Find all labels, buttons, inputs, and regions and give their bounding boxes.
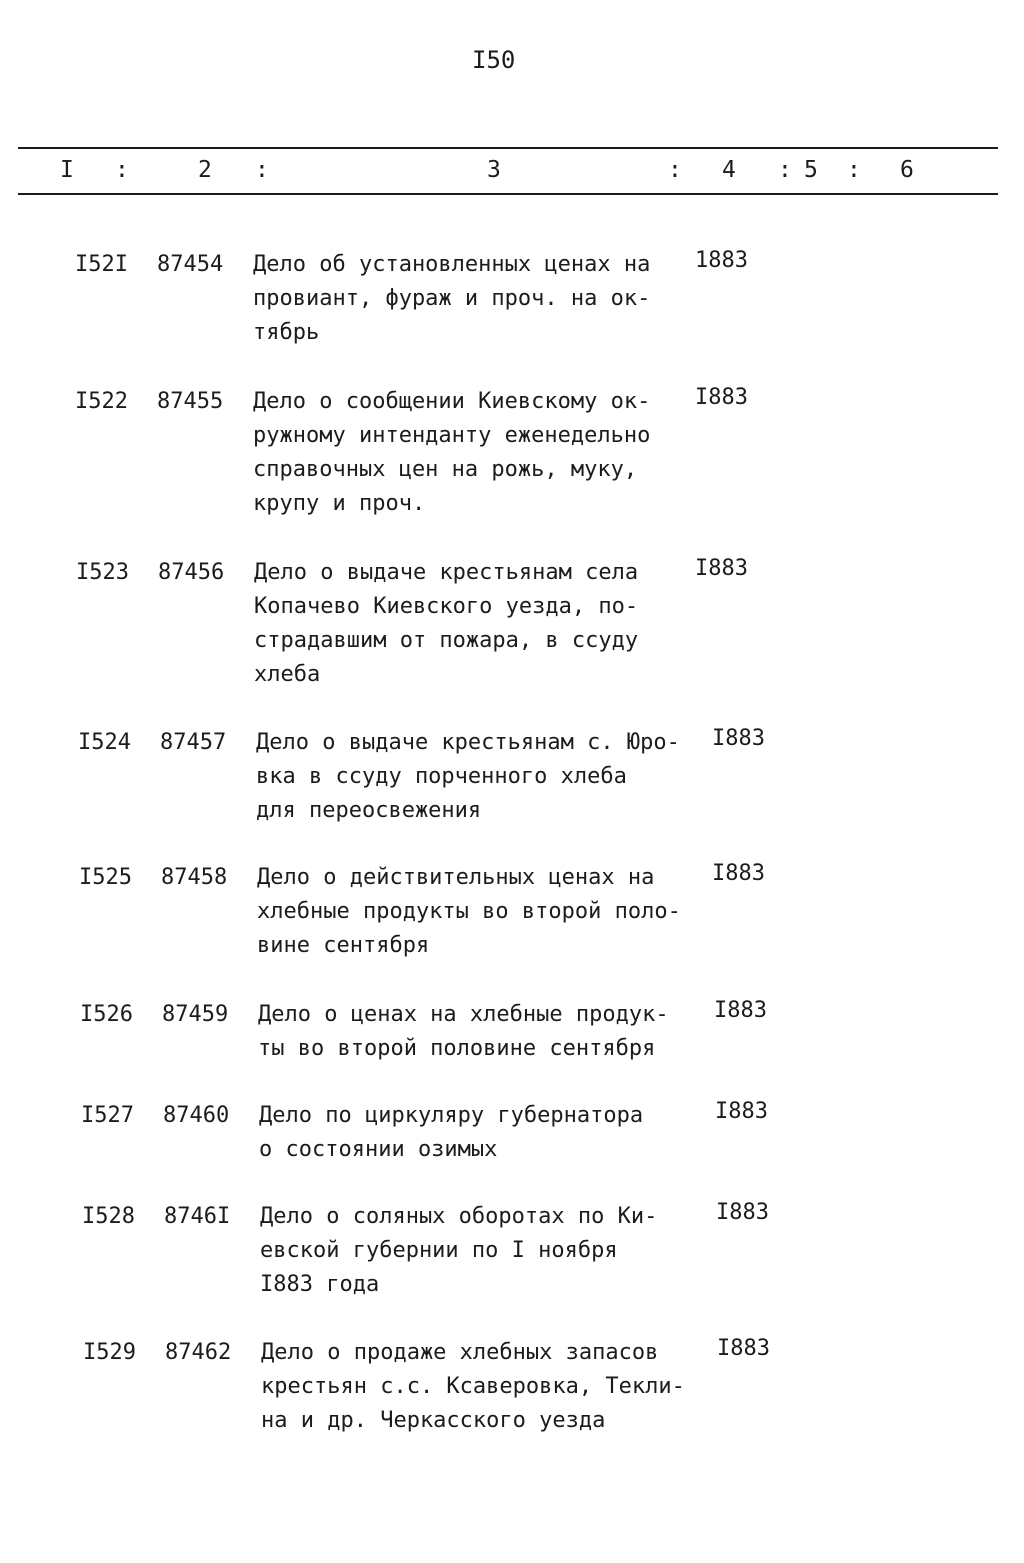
entry-year: I883 — [714, 998, 767, 1023]
entry-description: Дело по циркуляру губернатора о состоянии озимых — [259, 1103, 644, 1162]
page-number: I50 — [472, 46, 516, 74]
entry-code: 87456 — [158, 560, 225, 585]
entry-code: 87454 — [157, 252, 224, 277]
entry-number: I526 — [80, 1002, 133, 1027]
column-separator: : — [115, 157, 129, 183]
entry-year: I883 — [715, 1099, 768, 1124]
entry-number: I527 — [81, 1103, 134, 1128]
entry-description: Дело о сообщении Киевскому ок- ружному интенданту еженедельно справочных цен на рожь, муку, крупу и проч. — [253, 389, 651, 516]
column-header-4: 4 — [722, 157, 736, 183]
entry-year: I883 — [717, 1336, 770, 1361]
column-header-5: 5 — [804, 157, 818, 183]
entry-year: 1883 — [695, 248, 748, 273]
entry-description: Дело о выдаче крестьянам с. Юро- вка в ссуду порченного хлеба для переосвежения — [256, 730, 680, 823]
entry-code: 87462 — [165, 1340, 232, 1365]
entry-code: 87460 — [163, 1103, 230, 1128]
column-separator: : — [847, 157, 861, 183]
entry-code: 87459 — [162, 1002, 229, 1027]
column-header-1: I — [60, 157, 74, 183]
column-separator: : — [778, 157, 792, 183]
entry-description: Дело о выдаче крестьянам села Копачево Киевского уезда, по- страдавшим от пожара, в ссуду хлеба — [254, 560, 639, 687]
entry-year: I883 — [712, 861, 765, 886]
column-header-2: 2 — [198, 157, 212, 183]
column-separator: : — [255, 157, 269, 183]
entry-year: I883 — [716, 1200, 769, 1225]
entry-description: Дело о соляных оборотах по Ки- евской губернии по I ноября I883 года — [260, 1204, 658, 1297]
entry-number: I525 — [79, 865, 132, 890]
column-separator: : — [668, 157, 682, 183]
entry-code: 87458 — [161, 865, 228, 890]
entry-description: Дело о продаже хлебных запасов крестьян с.с. Ксаверовка, Текли- на и др. Черкасского уезда — [261, 1340, 685, 1433]
entry-code: 8746I — [164, 1204, 231, 1229]
entry-number: I529 — [83, 1340, 136, 1365]
entry-year: I883 — [695, 556, 748, 581]
entry-number: I522 — [75, 389, 128, 414]
header-top-rule — [18, 147, 998, 149]
column-header-6: 6 — [900, 157, 914, 183]
entry-description: Дело о действительных ценах на хлебные продукты во второй поло- вине сентября — [257, 865, 681, 958]
entry-year: I883 — [695, 385, 748, 410]
entry-description: Дело об установленных ценах на провиант, фураж и проч. на ок- тябрь — [253, 252, 651, 345]
entry-description: Дело о ценах на хлебные продук- ты во второй половине сентября — [258, 1002, 669, 1061]
entry-year: I883 — [712, 726, 765, 751]
entry-number: I52I — [75, 252, 128, 277]
entry-number: I524 — [78, 730, 131, 755]
header-bottom-rule — [18, 193, 998, 195]
entry-code: 87457 — [160, 730, 227, 755]
entry-number: I523 — [76, 560, 129, 585]
column-header-3: 3 — [487, 157, 501, 183]
entry-code: 87455 — [157, 389, 224, 414]
entry-number: I528 — [82, 1204, 135, 1229]
